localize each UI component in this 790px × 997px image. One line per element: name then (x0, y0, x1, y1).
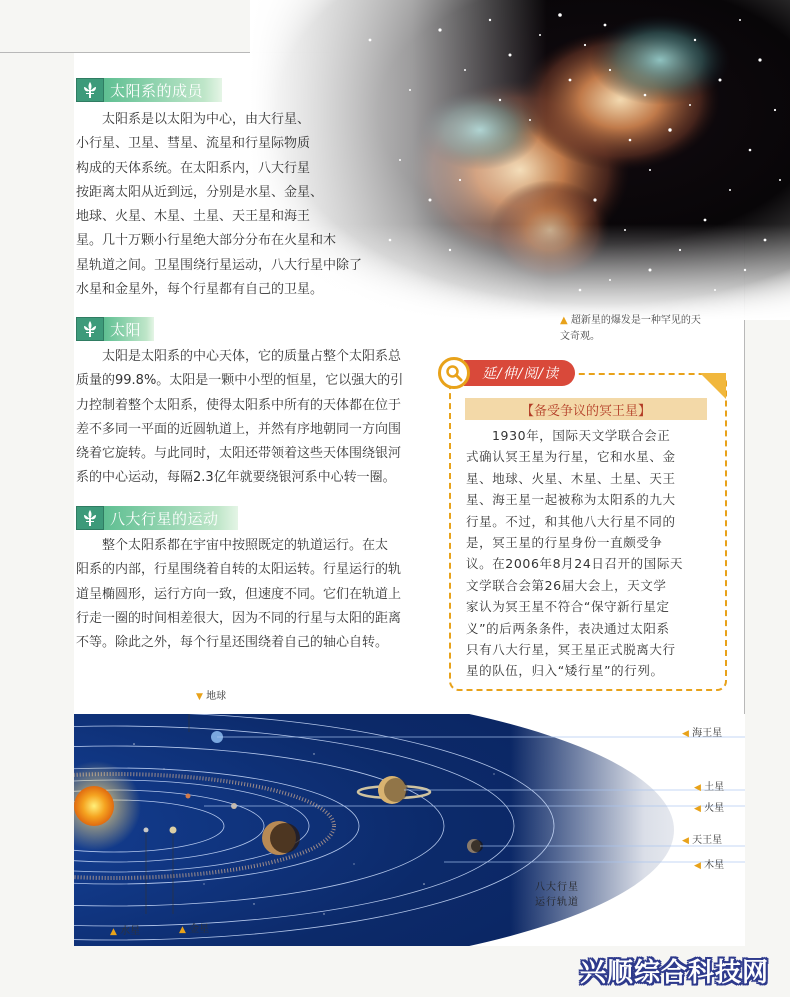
section-title: 八大行星的运动 (104, 506, 238, 530)
members-paragraph (76, 108, 362, 302)
planet-name: 火星 (704, 803, 725, 814)
extended-reading-tab (438, 357, 575, 389)
planet-name: 金星 (189, 924, 210, 935)
text-line: 整个太阳系都在宇宙中按照既定的轨道运行。在太 (102, 538, 389, 553)
triangle-down-icon: ▼ (196, 692, 203, 702)
section-header-members (76, 78, 222, 102)
fleur-de-lis-icon (76, 506, 104, 530)
planet-name: 地球 (206, 691, 227, 702)
triangle-left-icon: ◀ (694, 783, 701, 793)
planet-name: 土星 (704, 782, 725, 793)
triangle-marker-icon: ▲ (560, 315, 568, 326)
text-line: 按距离太阳从近到远，分别是水星、金星、 (76, 184, 324, 200)
text-line: 地球、火星、木星、土星、天王星和海王 (76, 209, 311, 225)
section-title: 太阳系的成员 (104, 78, 222, 102)
text-line: 家认为冥王星不符合“保守新行星定 (466, 599, 670, 615)
fleur-de-lis-icon (76, 78, 104, 102)
triangle-left-icon: ◀ (682, 836, 689, 846)
text-line: 水星和金星外，每个行星都有自己的卫星。 (76, 282, 324, 298)
orbit-caption-line: 八大行星 (535, 882, 579, 893)
magnifier-icon (438, 357, 470, 389)
text-line: 小行星、卫星、彗星、流星和行星际物质 (76, 136, 311, 152)
text-line: 绕着它旋转。与此同时，太阳还带领着这些天体围绕银河 (76, 446, 402, 462)
text-line: 质量的99.8%。太阳是一颗中小型的恒星，它以强大的引 (76, 373, 404, 389)
section-title: 太阳 (104, 317, 154, 341)
reading-text (466, 425, 710, 682)
caption-line: 超新星的爆发是一种罕见的天 (570, 315, 701, 326)
text-line: 力控制着整个太阳系，使得太阳系中所有的天体都在位于 (76, 397, 402, 413)
text-line: 太阳系是以太阳为中心，由大行星、 (102, 112, 311, 127)
corner-decoration (700, 373, 726, 399)
text-line: 系的中心运动，每隔2.3亿年就要绕银河系中心转一圈。 (76, 470, 396, 486)
text-line: 太阳是太阳系的中心天体，它的质量占整个太阳系总 (102, 349, 402, 364)
text-line: 义”的后两条条件，表决通过太阳系 (466, 620, 670, 636)
fleur-de-lis-icon (76, 317, 104, 341)
label-mercury (110, 922, 140, 937)
solar-system-diagram (74, 714, 745, 946)
label-mars (694, 799, 724, 814)
text-line: 星、海王星一起被称为太阳系的九大 (466, 492, 676, 508)
section-header-sun (76, 317, 154, 341)
section-header-motion (76, 506, 238, 530)
text-line: 星的队伍，归入“矮行星”的行列。 (466, 663, 664, 679)
planet-name: 海王星 (692, 728, 723, 739)
label-saturn (694, 778, 724, 793)
motion-paragraph (76, 534, 401, 655)
site-watermark: 兴顺综合科技网 (580, 958, 770, 988)
label-neptune (682, 724, 722, 739)
nebula-caption (560, 313, 750, 345)
text-line: 星。几十万颗小行星绝大部分分布在火星和木 (76, 233, 337, 249)
label-earth (196, 687, 226, 702)
text-line: 议。在2006年8月24日召开的国际天 (466, 556, 684, 572)
triangle-up-icon: ▲ (179, 925, 186, 935)
text-line: 是，冥王星的行星身份一直颇受争 (466, 535, 663, 551)
text-line: 行星。不过，和其他八大行星不同的 (466, 513, 676, 529)
label-uranus (682, 831, 722, 846)
text-line: 道呈椭圆形，运行方向一致，但速度不同。它们在轨道上 (76, 586, 402, 602)
extended-reading-label: 延/伸/阅/读 (464, 360, 575, 386)
text-line: 式确认冥王星为行星，它和水星、金 (466, 449, 676, 465)
text-line: 不等。除此之外，每个行星还围绕着自己的轴心自转。 (76, 635, 389, 651)
planet-name: 天王星 (692, 835, 723, 846)
planet-name: 木星 (704, 860, 725, 871)
text-line: 只有八大行星，冥王星正式脱离大行 (466, 642, 676, 658)
text-line: 文学联合会第26届大会上，天文学 (466, 577, 667, 593)
text-line: 行走一圈的时间相差很大，因为不同的行星与太阳的距离 (76, 610, 402, 626)
text-line: 差不多同一平面的近圆轨道上，并然有序地朝同一方向围 (76, 421, 402, 437)
sun-paragraph (76, 345, 403, 491)
triangle-up-icon: ▲ (110, 927, 117, 937)
triangle-left-icon: ◀ (694, 861, 701, 871)
planet-name: 水星 (120, 926, 141, 937)
text-line: 1930年，国际天文学联合会正 (492, 428, 671, 443)
label-jupiter (694, 856, 724, 871)
triangle-left-icon: ◀ (682, 729, 689, 739)
text-line: 阳系的内部，行星围绕着自转的太阳运转。行星运行的轨 (76, 562, 402, 578)
text-line: 构成的天体系统。在太阳系内，八大行星 (76, 160, 311, 176)
orbit-caption-line: 运行轨道 (535, 897, 579, 908)
label-venus (179, 920, 209, 935)
text-line: 星、地球、火星、木星、土星、天王 (466, 470, 676, 486)
orbit-caption (535, 880, 579, 910)
triangle-left-icon: ◀ (694, 804, 701, 814)
reading-title: 【备受争议的冥王星】 (465, 398, 707, 420)
text-line: 星轨道之间。卫星围绕行星运动，八大行星中除了 (76, 257, 363, 273)
caption-line: 文奇观。 (560, 331, 600, 342)
